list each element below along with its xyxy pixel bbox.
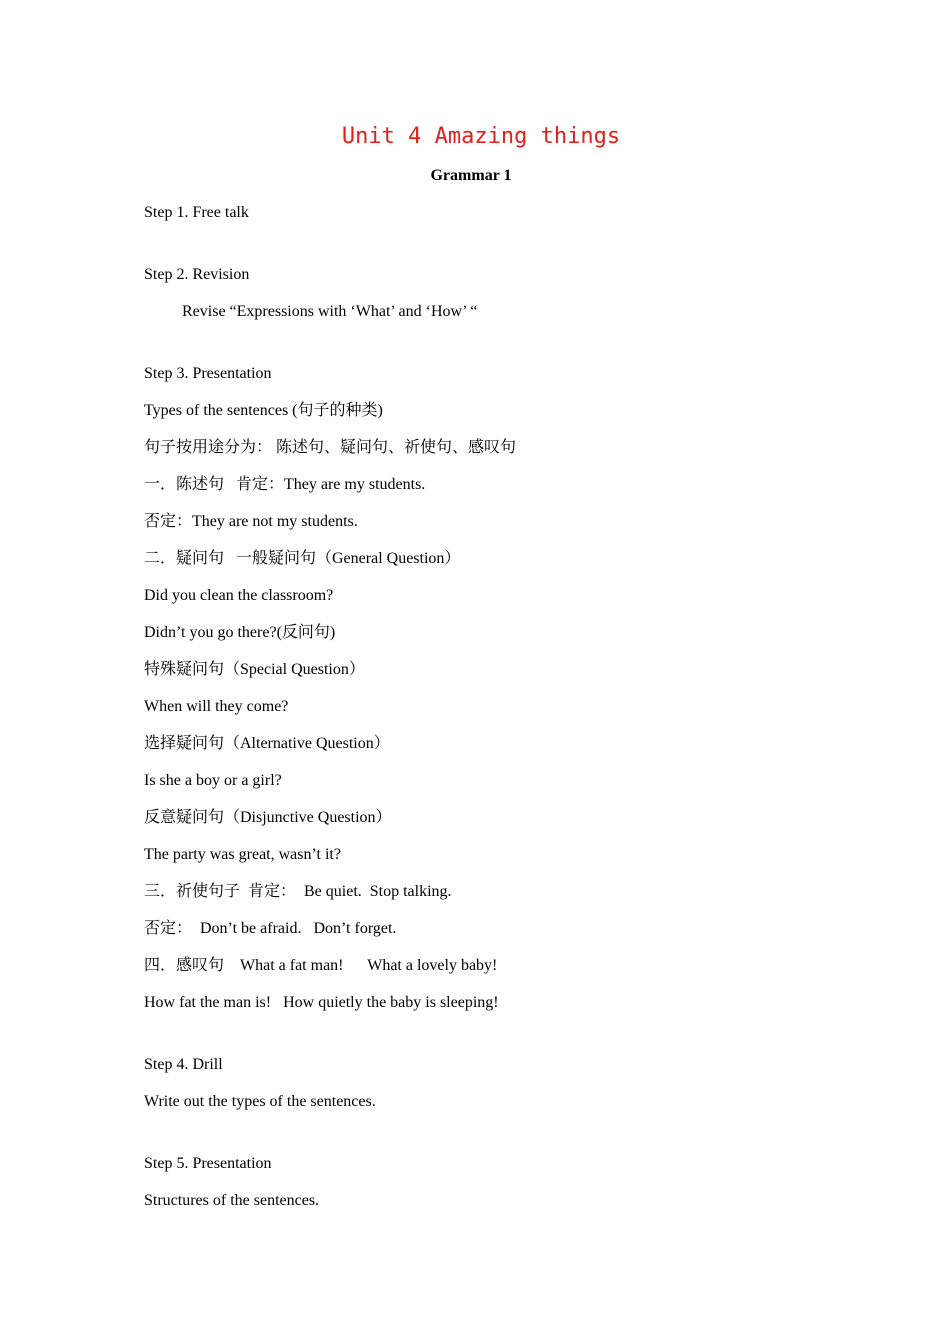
paragraph-line: Write out the types of the sentences.	[144, 1093, 376, 1110]
document-title: Unit 4 Amazing things	[341, 124, 621, 149]
paragraph-line: The party was great, wasn’t it?	[144, 846, 341, 863]
paragraph-line: 否定：They are not my students.	[144, 513, 358, 530]
paragraph-line: 反意疑问句（Disjunctive Question）	[144, 809, 392, 826]
paragraph-line: 选择疑问句（Alternative Question）	[144, 735, 390, 752]
step-2-heading: Step 2. Revision	[144, 266, 250, 283]
paragraph-line: 一．陈述句 肯定：They are my students.	[144, 476, 426, 493]
paragraph-line: 二．疑问句 一般疑问句（General Question）	[144, 550, 461, 567]
paragraph-line: 四．感叹句 What a fat man! What a lovely baby!	[144, 957, 498, 974]
paragraph-line: How fat the man is! How quietly the baby is sleeping!	[144, 994, 499, 1011]
paragraph-line: When will they come?	[144, 698, 289, 715]
document-subtitle: Grammar 1	[430, 167, 512, 184]
step-4-heading: Step 4. Drill	[144, 1056, 223, 1073]
paragraph-line: Is she a boy or a girl?	[144, 772, 282, 789]
paragraph-line: Didn’t you go there?(反问句)	[144, 624, 336, 641]
paragraph-line: 句子按用途分为： 陈述句、疑问句、祈使句、感叹句	[144, 439, 517, 456]
paragraph-line: Structures of the sentences.	[144, 1192, 320, 1209]
step-3-heading: Step 3. Presentation	[144, 365, 272, 382]
step-1-heading: Step 1. Free talk	[144, 204, 249, 221]
paragraph-line: 否定： Don’t be afraid. Don’t forget.	[144, 920, 397, 937]
paragraph-line: Did you clean the classroom?	[144, 587, 334, 604]
step-5-heading: Step 5. Presentation	[144, 1155, 272, 1172]
paragraph-line: 三．祈使句子 肯定： Be quiet. Stop talking.	[144, 883, 452, 900]
paragraph-line: 特殊疑问句（Special Question）	[144, 661, 365, 678]
paragraph-line: Types of the sentences (句子的种类)	[144, 402, 383, 419]
revision-text: Revise “Expressions with ‘What’ and ‘How’ “	[182, 303, 478, 320]
